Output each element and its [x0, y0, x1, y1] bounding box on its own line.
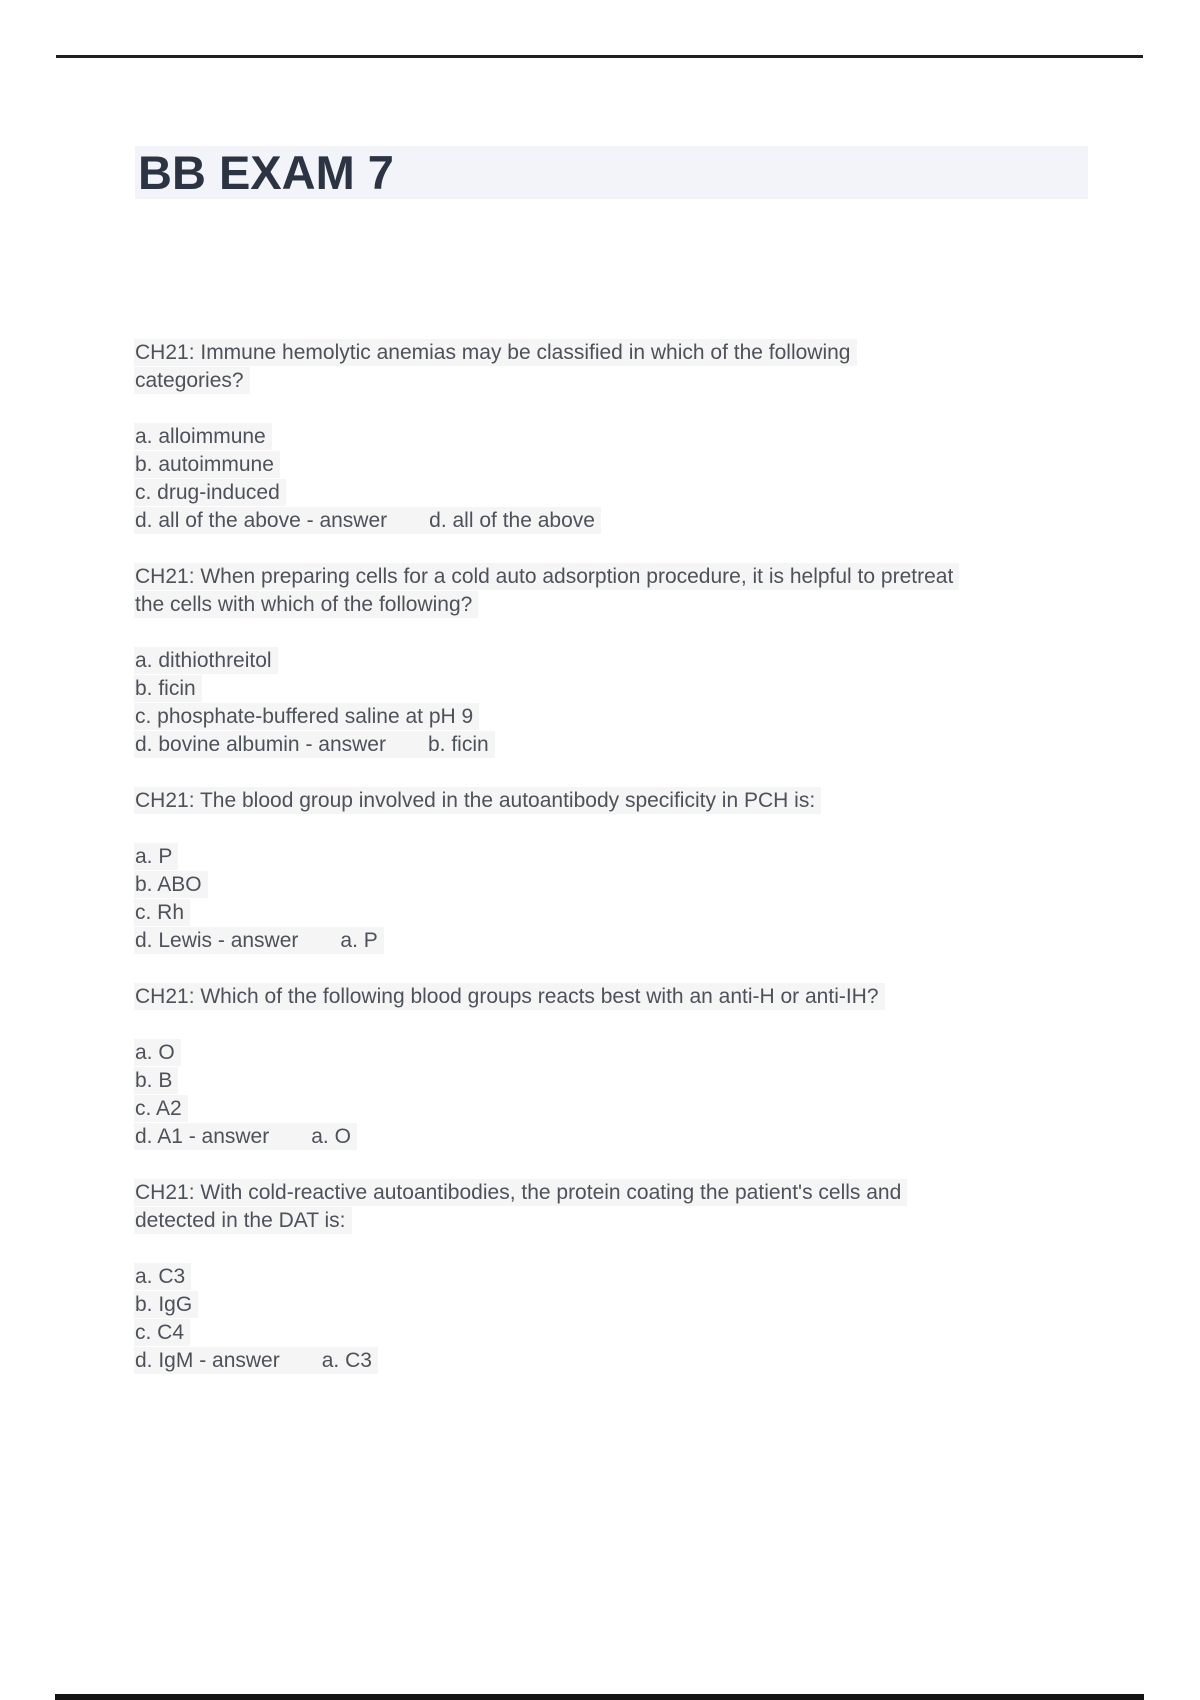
option-text: b. ABO [134, 871, 208, 898]
prompt-text: CH21: With cold-reactive autoantibodies, the protein coating the patient's cells and [134, 1179, 907, 1206]
answer-text: a. C3 [321, 1349, 372, 1372]
option-line [135, 1095, 1145, 1123]
option-line [135, 843, 1145, 871]
prompt-line [135, 1179, 1145, 1207]
option-line [135, 1319, 1145, 1347]
option-text: c. Rh [134, 899, 190, 926]
question-options [135, 1039, 1145, 1151]
question-prompt [135, 983, 1145, 1011]
prompt-line [135, 563, 1145, 591]
option-line [135, 1291, 1145, 1319]
option-line [135, 1067, 1145, 1095]
question-options [135, 647, 1145, 759]
title-block [135, 146, 1088, 199]
answer-text: a. P [340, 929, 378, 952]
prompt-text: CH21: Which of the following blood groups reacts best with an anti-H or anti-IH? [134, 983, 885, 1010]
option-text: a. alloimmune [134, 423, 272, 450]
prompt-text: categories? [134, 367, 250, 394]
option-line [135, 451, 1145, 479]
answer-option-text: d. A1 - answer [135, 1125, 270, 1148]
option-text: c. phosphate-buffered saline at pH 9 [134, 703, 479, 730]
answer-line-highlight [134, 731, 495, 758]
question-prompt [135, 787, 1145, 815]
option-text: a. O [134, 1039, 181, 1066]
option-text: a. dithiothreitol [134, 647, 278, 674]
prompt-text: detected in the DAT is: [134, 1207, 352, 1234]
option-line [135, 1039, 1145, 1067]
option-line [135, 675, 1145, 703]
answer-line [135, 731, 1145, 759]
question-prompt [135, 1179, 1145, 1235]
answer-line-highlight [134, 1347, 378, 1374]
prompt-line [135, 787, 1145, 815]
option-text: c. drug-induced [134, 479, 286, 506]
option-line [135, 647, 1145, 675]
option-text: b. IgG [134, 1291, 198, 1318]
top-rule [56, 55, 1143, 58]
answer-option-text: d. bovine albumin - answer [135, 733, 386, 756]
option-text: b. ficin [134, 675, 202, 702]
option-text: b. autoimmune [134, 451, 280, 478]
answer-text: d. all of the above [429, 509, 595, 532]
option-line [135, 899, 1145, 927]
option-line [135, 703, 1145, 731]
prompt-line [135, 591, 1145, 619]
option-text: a. P [134, 843, 178, 870]
answer-text: a. O [311, 1125, 351, 1148]
answer-text: b. ficin [427, 733, 489, 756]
question-options [135, 423, 1145, 535]
answer-line-highlight [134, 927, 384, 954]
prompt-line [135, 367, 1145, 395]
bottom-rule [55, 1694, 1144, 1700]
question-block [135, 339, 1145, 535]
prompt-text: CH21: When preparing cells for a cold auto adsorption procedure, it is helpful to pretreat [134, 563, 959, 590]
question-block [135, 787, 1145, 955]
page-title: BB EXAM 7 [138, 146, 394, 199]
prompt-text: the cells with which of the following? [134, 591, 478, 618]
answer-option-text: d. IgM - answer [135, 1349, 280, 1372]
question-options [135, 1263, 1145, 1375]
option-line [135, 479, 1145, 507]
answer-line [135, 1123, 1145, 1151]
prompt-text: CH21: The blood group involved in the autoantibody specificity in PCH is: [134, 787, 821, 814]
question-prompt [135, 339, 1145, 395]
answer-line [135, 1347, 1145, 1375]
questions [135, 339, 1145, 1403]
prompt-line [135, 1207, 1145, 1235]
prompt-line [135, 983, 1145, 1011]
option-line [135, 423, 1145, 451]
option-line [135, 871, 1145, 899]
option-text: b. B [134, 1067, 178, 1094]
answer-option-text: d. all of the above - answer [135, 509, 388, 532]
option-text: c. C4 [134, 1319, 190, 1346]
prompt-line [135, 339, 1145, 367]
answer-line [135, 507, 1145, 535]
prompt-text: CH21: Immune hemolytic anemias may be classified in which of the following [134, 339, 857, 366]
option-text: c. A2 [134, 1095, 188, 1122]
question-block [135, 563, 1145, 759]
answer-line-highlight [134, 1123, 357, 1150]
option-text: a. C3 [134, 1263, 191, 1290]
answer-line-highlight [134, 507, 601, 534]
question-block [135, 1179, 1145, 1375]
question-options [135, 843, 1145, 955]
question-prompt [135, 563, 1145, 619]
answer-option-text: d. Lewis - answer [135, 929, 299, 952]
question-block [135, 983, 1145, 1151]
option-line [135, 1263, 1145, 1291]
answer-line [135, 927, 1145, 955]
